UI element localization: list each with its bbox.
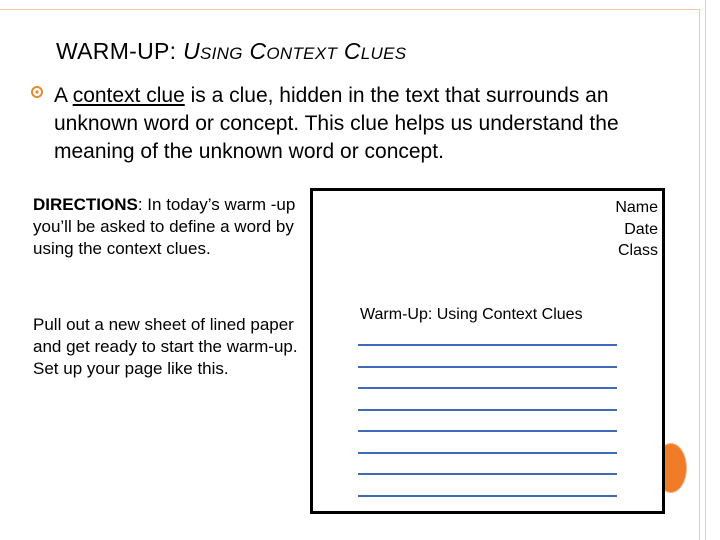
date-label: Date (624, 220, 658, 238)
title-prefix: WARM-UP: (56, 38, 177, 64)
ruled-lines (358, 344, 617, 516)
title-subtitle: USING CONTEXT CLUES (183, 38, 407, 64)
instructions-text: Pull out a new sheet of lined paper and get ready to start the warm-up. Set up your page like this. (33, 315, 298, 378)
sample-paper (310, 188, 665, 514)
directions-label: DIRECTIONS (33, 195, 138, 214)
frame-line-right (699, 9, 700, 540)
frame-line-top (0, 9, 700, 10)
context-clue-term: context clue (72, 84, 185, 107)
ruled-line (358, 344, 617, 346)
name-label: Name (615, 199, 658, 216)
ruled-line (358, 387, 617, 389)
class-label: Class (617, 242, 658, 259)
ruled-line (358, 430, 617, 432)
frame-line-right-outer (705, 0, 706, 540)
ruled-line (358, 366, 617, 368)
paper-title: Warm-Up: Using Context Clues (360, 306, 583, 323)
ruled-line (358, 495, 617, 497)
ruled-line (358, 409, 617, 411)
slide-title (56, 38, 406, 65)
directions-text: DIRECTIONS: In today’s warm -up you’ll be asked to define a word by using the context clues. (33, 195, 296, 258)
definition-text: A context clue is a clue, hidden in the text that surrounds an unknown word or concept. This clue helps us understand the meaning of the unknown word or concept. (54, 84, 619, 163)
ruled-line (358, 452, 617, 454)
paper-heading (615, 197, 658, 262)
circle-bullet-icon (30, 85, 44, 99)
ruled-line (358, 473, 617, 475)
